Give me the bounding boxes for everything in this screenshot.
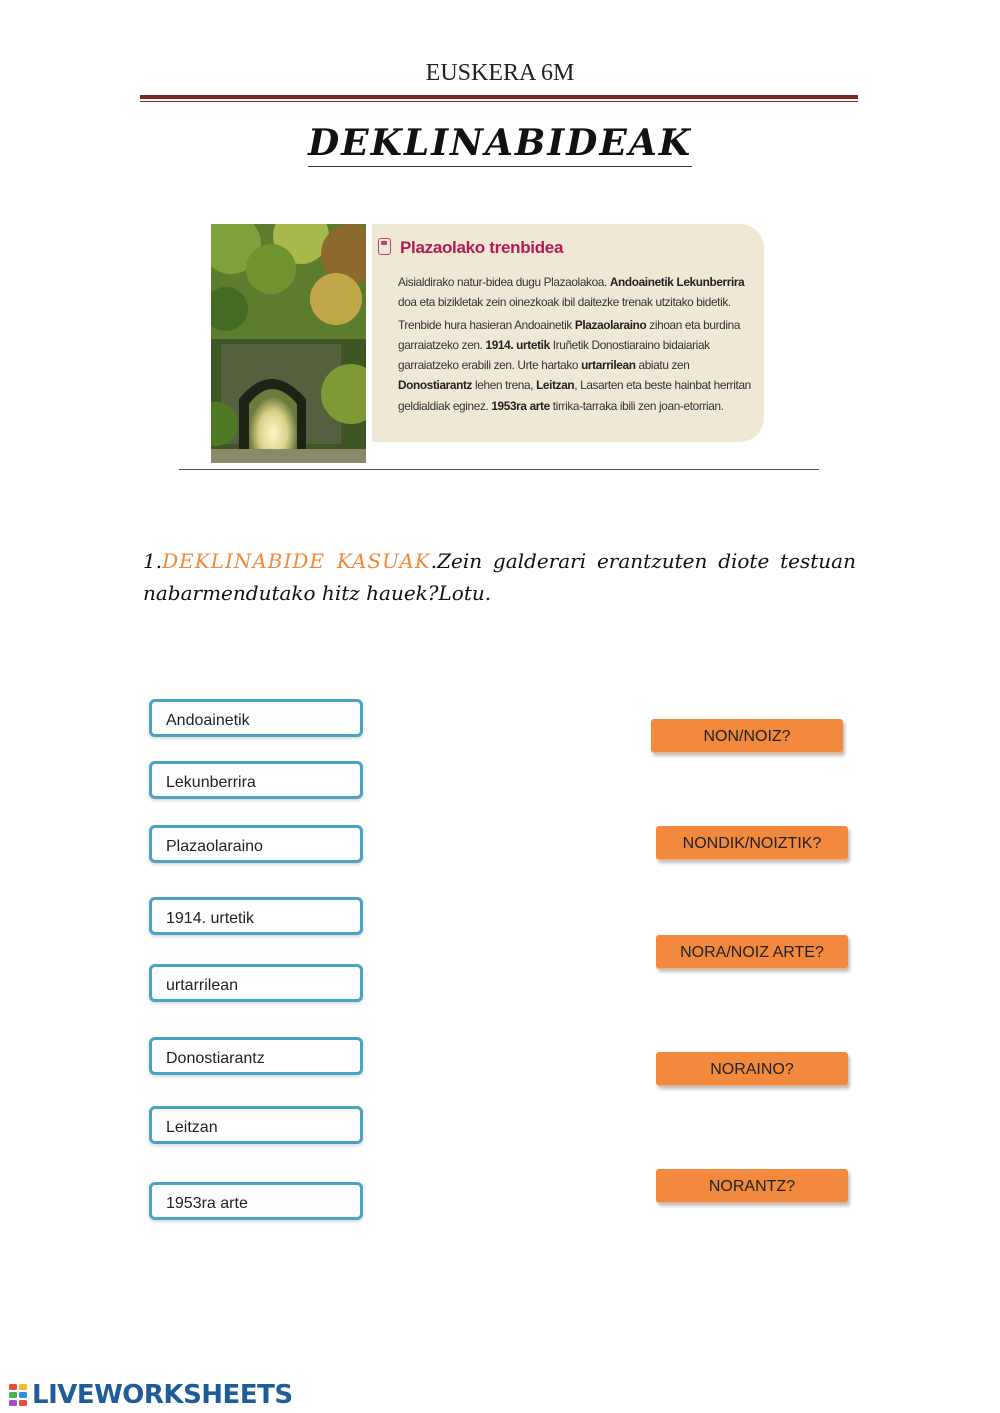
- answer-box[interactable]: NON/NOIZ?: [651, 719, 843, 753]
- highlighted-word: 1953ra arte: [491, 398, 550, 413]
- answer-box[interactable]: NONDIK/NOIZTIK?: [656, 826, 848, 860]
- reading-fragment: Iruñetik Donostiaraino bidaiariak garraiatzeko erabili zen. Urte hartako: [398, 337, 710, 373]
- liveworksheets-logo-icon: [8, 1383, 28, 1407]
- answer-box[interactable]: NORAINO?: [656, 1052, 848, 1086]
- liveworksheets-logo: LIVEWORKSHEETS: [32, 1380, 293, 1410]
- reading-text: [398, 272, 753, 418]
- reading-paragraph-1: [398, 272, 753, 313]
- header-rule-thin: [140, 101, 858, 102]
- reading-fragment: Trenbide hura hasieran Andoainetik: [398, 317, 575, 332]
- word-box[interactable]: Donostiarantz: [149, 1037, 363, 1075]
- people-icon: [378, 238, 391, 255]
- tunnel-photo: [211, 224, 366, 463]
- word-box[interactable]: urtarrilean: [149, 964, 363, 1002]
- question-text: 1.DEKLINABIDE KASUAK.Zein galderari erantzuten diote testuan nabarmendutako hitz hauek?Lotu.: [143, 549, 856, 605]
- highlighted-word: 1914. urtetik: [485, 337, 550, 352]
- word-box[interactable]: 1953ra arte: [149, 1182, 363, 1220]
- header-rule: [140, 95, 858, 99]
- divider: [179, 469, 819, 470]
- highlighted-word: urtarrilean: [581, 358, 636, 373]
- page-title: DEKLINABIDEAK: [0, 122, 1000, 164]
- word-box[interactable]: Plazaolaraino: [149, 825, 363, 863]
- reading-title: Plazaolako trenbidea: [400, 238, 564, 257]
- highlighted-word: Leitzan: [536, 378, 575, 393]
- reading-fragment: Aisialdirako natur-bidea dugu Plazaolakoa.: [398, 275, 610, 289]
- reading-fragment: lehen trena,: [472, 378, 537, 393]
- word-box[interactable]: Andoainetik: [149, 699, 363, 737]
- answer-box[interactable]: NORA/NOIZ ARTE?: [656, 935, 848, 969]
- answer-box[interactable]: NORANTZ?: [656, 1169, 848, 1203]
- highlighted-word: Andoainetik: [609, 275, 674, 289]
- reading-fragment: , Lasarten eta beste hainbat herritan geldialdiak eginez.: [398, 378, 751, 413]
- header-title: EUSKERA 6M: [425, 60, 575, 86]
- question-highlight: DEKLINABIDE KASUAK: [162, 549, 431, 573]
- word-box[interactable]: Lekunberrira: [149, 761, 363, 799]
- word-box[interactable]: Leitzan: [149, 1106, 363, 1144]
- reading-fragment: zihoan eta burdina garraiatzeko zen.: [398, 317, 741, 352]
- highlighted-word: Lekunberrira: [676, 275, 745, 289]
- reading-fragment: tirrika-tarraka ibili zen joan-etorrian.: [549, 398, 724, 413]
- highlighted-word: Donostiarantz: [398, 378, 473, 393]
- word-box[interactable]: 1914. urtetik: [149, 897, 363, 935]
- reading-paragraph-2: [398, 315, 753, 416]
- highlighted-word: Plazaolaraino: [574, 317, 647, 332]
- reading-fragment: abiatu zen: [635, 358, 690, 373]
- reading-fragment: doa eta bizikletak zein oinezkoak ibil daitezke trenak utzitako bidetik.: [398, 295, 731, 310]
